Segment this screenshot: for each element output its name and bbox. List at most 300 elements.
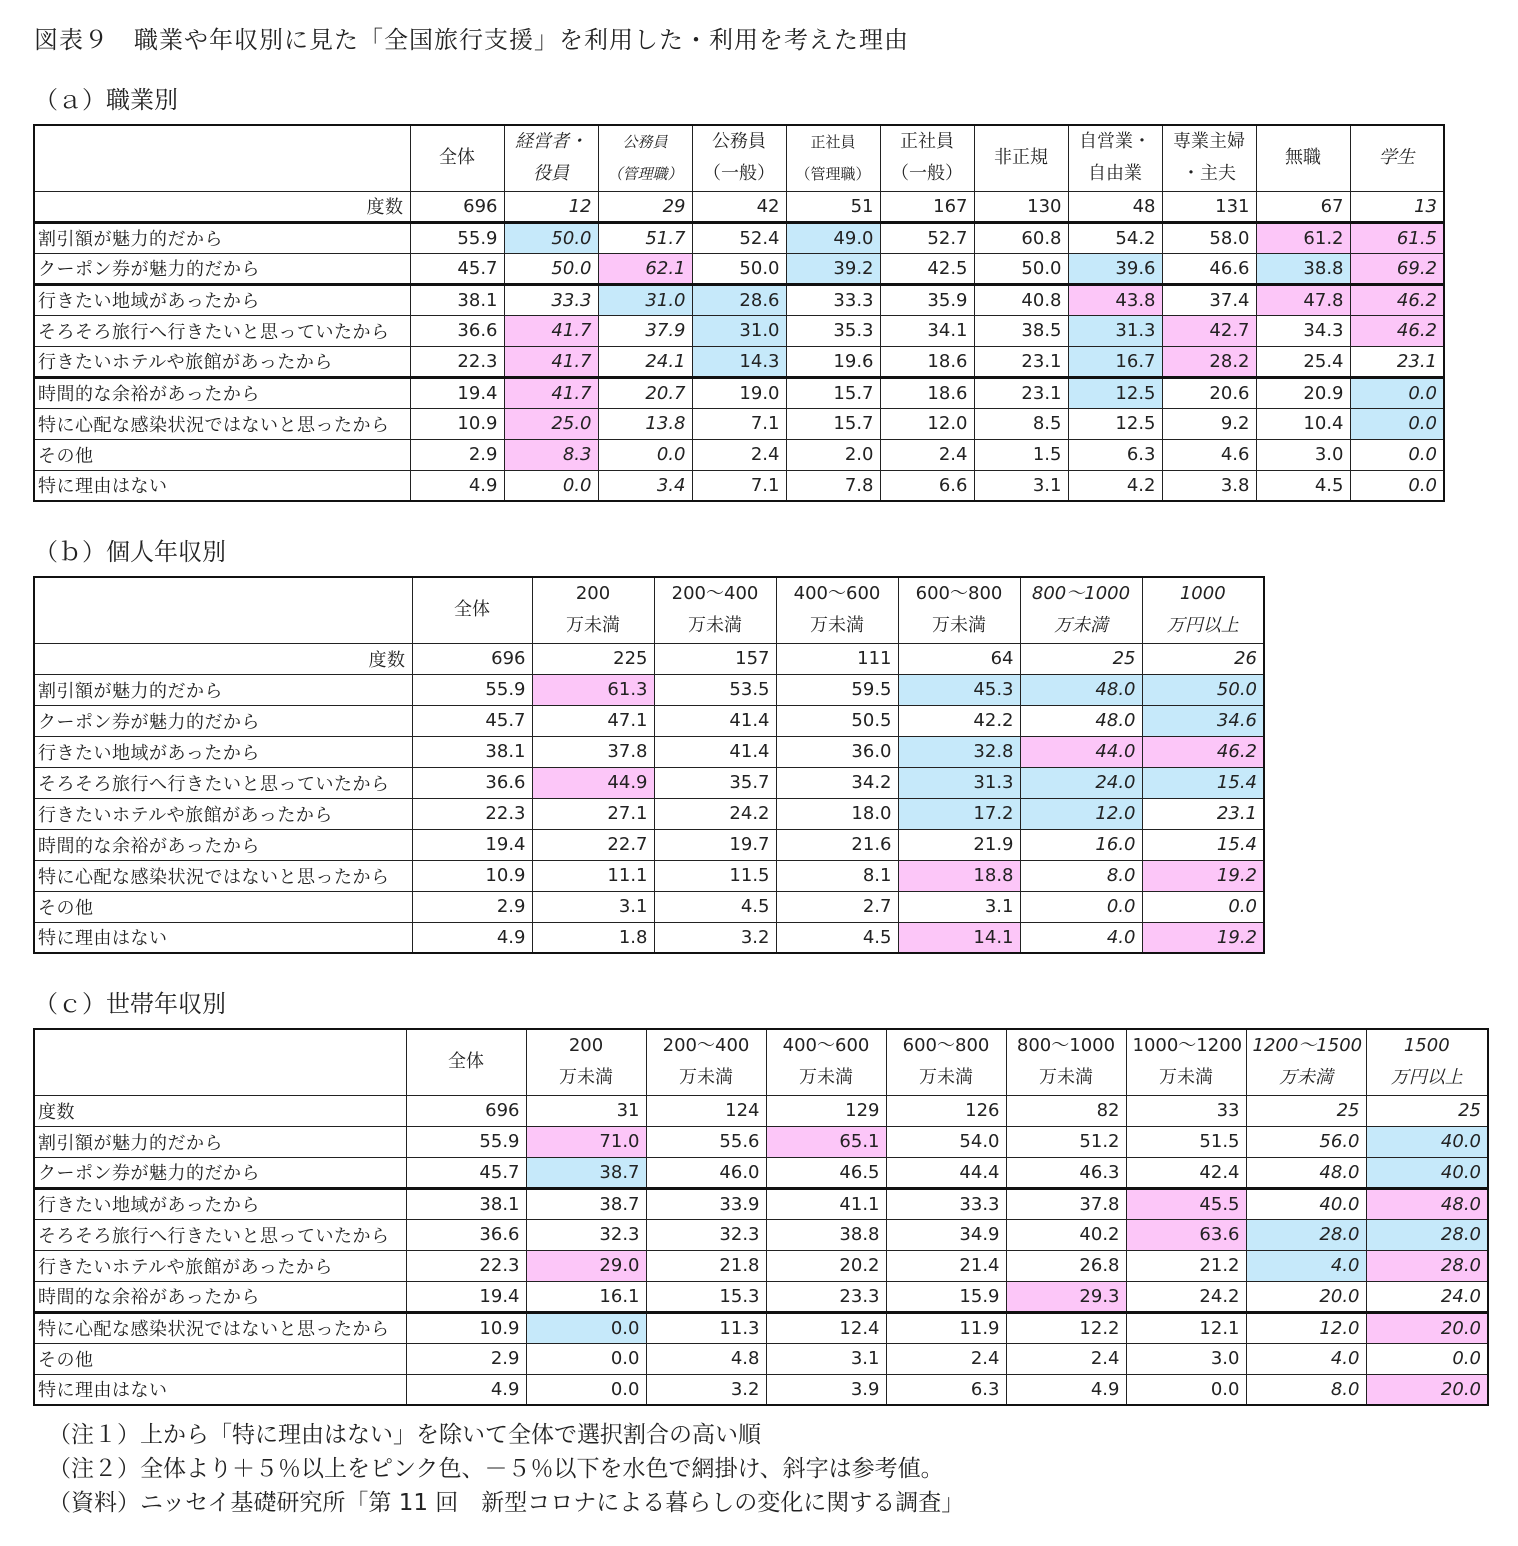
row-label: クーポン券が魅力的だから [34, 1157, 406, 1188]
table-cell: 54.0 [886, 1126, 1006, 1157]
table-cell: 2.7 [776, 891, 898, 922]
table-cell: 36.6 [410, 315, 504, 346]
table-cell: 40.2 [1006, 1219, 1126, 1250]
table-cell: 35.7 [654, 767, 776, 798]
table-cell: 24.0 [1366, 1281, 1488, 1312]
table-cell: 15.3 [646, 1281, 766, 1312]
column-header [786, 125, 880, 191]
column-header [1068, 125, 1162, 191]
table-cell: 48.0 [1246, 1157, 1366, 1188]
row-label: その他 [34, 439, 410, 470]
row-label: 行きたい地域があったから [34, 1188, 406, 1219]
table-cell: 25 [1246, 1095, 1366, 1126]
table-cell: 4.2 [1068, 470, 1162, 501]
column-header-line: 200 [568, 1035, 604, 1057]
table-cell: 82 [1006, 1095, 1126, 1126]
row-label: 特に理由はない [34, 922, 412, 953]
table-cell: 41.7 [504, 377, 598, 408]
table-cell: 21.4 [886, 1250, 1006, 1281]
table-cell: 4.9 [406, 1374, 526, 1405]
note-2: （注２）全体より＋５％以上をピンク色、－５％以下を水色で網掛け、斜字は参考値。 [48, 1456, 944, 1482]
figure-title: 図表９ 職業や年収別に見た「全国旅行支援」を利用した・利用を考えた理由 [34, 26, 909, 54]
table-cell: 2.4 [886, 1343, 1006, 1374]
table-cell: 7.1 [692, 408, 786, 439]
table-cell: 28.0 [1366, 1250, 1488, 1281]
table-row [34, 767, 1264, 798]
table-cell: 46.2 [1350, 284, 1444, 315]
column-header-line: 200～400 [671, 583, 759, 605]
column-header-line: 全体 [448, 1051, 484, 1073]
table-personal-income [33, 576, 1265, 954]
table-cell: 12.0 [1020, 798, 1142, 829]
row-label: その他 [34, 1343, 406, 1374]
row-label: 行きたいホテルや旅館があったから [34, 798, 412, 829]
table-cell: 15.4 [1142, 829, 1264, 860]
column-header [1006, 1029, 1126, 1095]
section-title-personal-income: （ｂ）個人年収別 [34, 538, 226, 566]
column-header-line: 1500 [1403, 1035, 1450, 1057]
table-cell: 48.0 [1366, 1188, 1488, 1219]
table-cell: 4.9 [410, 470, 504, 501]
table-cell: 42.2 [898, 705, 1020, 736]
row-label: クーポン券が魅力的だから [34, 253, 410, 284]
table-cell: 51.5 [1126, 1126, 1246, 1157]
column-header-line: 万未満 [1159, 1067, 1213, 1089]
table-cell: 15.7 [786, 377, 880, 408]
table-cell: 19.6 [786, 346, 880, 377]
table-cell: 16.7 [1068, 346, 1162, 377]
table-cell: 38.8 [1256, 253, 1350, 284]
column-header-line: 非正規 [994, 147, 1048, 169]
table-cell: 28.0 [1246, 1219, 1366, 1250]
column-header [412, 577, 532, 643]
table-cell: 22.7 [532, 829, 654, 860]
table-cell: 50.0 [504, 253, 598, 284]
column-header [766, 1029, 886, 1095]
row-label: クーポン券が魅力的だから [34, 705, 412, 736]
table-cell: 34.9 [886, 1219, 1006, 1250]
column-header-line: 万未満 [679, 1067, 733, 1089]
table-cell: 2.4 [692, 439, 786, 470]
table-cell: 3.1 [766, 1343, 886, 1374]
table-cell: 10.9 [410, 408, 504, 439]
column-header-line: 公務員 [622, 133, 668, 152]
notes [48, 1418, 964, 1520]
table-cell: 18.6 [880, 346, 974, 377]
column-header-line: 万未満 [1054, 615, 1108, 637]
table-cell: 60.8 [974, 222, 1068, 253]
table-cell: 42.4 [1126, 1157, 1246, 1188]
row-label: 時間的な余裕があったから [34, 1281, 406, 1312]
row-label: 行きたい地域があったから [34, 736, 412, 767]
table-cell: 43.8 [1068, 284, 1162, 315]
table-cell: 31.0 [598, 284, 692, 315]
table-cell: 38.1 [406, 1188, 526, 1219]
table-cell: 11.3 [646, 1312, 766, 1343]
table-cell: 6.6 [880, 470, 974, 501]
table-cell: 28.2 [1162, 346, 1256, 377]
table-cell: 20.0 [1366, 1374, 1488, 1405]
table-cell: 4.0 [1246, 1250, 1366, 1281]
table-row [34, 1250, 1488, 1281]
column-header [504, 125, 598, 191]
table-occupation [33, 124, 1445, 502]
column-header-line: 自営業・ [1079, 131, 1151, 153]
table-cell: 4.9 [412, 922, 532, 953]
table-cell: 4.0 [1020, 922, 1142, 953]
table-cell: 33.3 [886, 1188, 1006, 1219]
header-row [34, 125, 1444, 191]
table-row [34, 346, 1444, 377]
column-header-line: 正社員 [810, 133, 856, 152]
column-header-line: 万未満 [1039, 1067, 1093, 1089]
table-row [34, 891, 1264, 922]
table-cell: 157 [654, 643, 776, 674]
table-row [34, 829, 1264, 860]
row-label: 度数 [34, 643, 412, 674]
column-header [532, 577, 654, 643]
table-cell: 51.2 [1006, 1126, 1126, 1157]
table-cell: 49.0 [786, 222, 880, 253]
column-header-line: 万未満 [919, 1067, 973, 1089]
table-row [34, 1374, 1488, 1405]
table-cell: 4.5 [1256, 470, 1350, 501]
column-header-line: （管理職） [607, 165, 683, 184]
table-cell: 62.1 [598, 253, 692, 284]
table-cell: 61.2 [1256, 222, 1350, 253]
table-cell: 12.0 [1246, 1312, 1366, 1343]
table-row [34, 674, 1264, 705]
column-header [1162, 125, 1256, 191]
row-label: 時間的な余裕があったから [34, 377, 410, 408]
table-cell: 25 [1020, 643, 1142, 674]
row-label: 特に心配な感染状況ではないと思ったから [34, 1312, 406, 1343]
table-cell: 24.2 [1126, 1281, 1246, 1312]
table-cell: 3.9 [766, 1374, 886, 1405]
column-header-line: （一般） [891, 163, 963, 185]
table-cell: 3.0 [1126, 1343, 1246, 1374]
table-row [34, 1095, 1488, 1126]
column-header-line: 万未満 [1279, 1067, 1333, 1089]
row-label: 特に理由はない [34, 1374, 406, 1405]
row-label: 割引額が魅力的だから [34, 1126, 406, 1157]
table-cell: 0.0 [1350, 377, 1444, 408]
table-cell: 225 [532, 643, 654, 674]
table-household-income [33, 1028, 1489, 1406]
table-cell: 29.3 [1006, 1281, 1126, 1312]
row-label: 度数 [34, 1095, 406, 1126]
column-header-line: 1000～1200 [1132, 1035, 1243, 1057]
column-header-line: 経営者・ [515, 131, 587, 153]
column-header-line: 公務員 [712, 131, 766, 153]
column-header [776, 577, 898, 643]
table-cell: 34.1 [880, 315, 974, 346]
table-cell: 15.7 [786, 408, 880, 439]
table-cell: 129 [766, 1095, 886, 1126]
column-header [1142, 577, 1264, 643]
table-cell: 33.3 [786, 284, 880, 315]
column-header [526, 1029, 646, 1095]
row-label: 割引額が魅力的だから [34, 222, 410, 253]
table-cell: 2.9 [406, 1343, 526, 1374]
table-cell: 25.0 [504, 408, 598, 439]
header-corner [34, 125, 410, 191]
table-cell: 41.4 [654, 736, 776, 767]
table-cell: 38.5 [974, 315, 1068, 346]
column-header-line: 全体 [454, 599, 490, 621]
row-label: そろそろ旅行へ行きたいと思っていたから [34, 315, 410, 346]
table-cell: 3.1 [974, 470, 1068, 501]
table-cell: 46.5 [766, 1157, 886, 1188]
table-cell: 48.0 [1020, 674, 1142, 705]
table-cell: 50.0 [504, 222, 598, 253]
table-cell: 44.9 [532, 767, 654, 798]
table-cell: 20.9 [1256, 377, 1350, 408]
table-cell: 38.1 [410, 284, 504, 315]
table-cell: 52.4 [692, 222, 786, 253]
table-cell: 29 [598, 191, 692, 222]
table-cell: 8.1 [776, 860, 898, 891]
column-header [880, 125, 974, 191]
table-cell: 28.6 [692, 284, 786, 315]
table-cell: 20.6 [1162, 377, 1256, 408]
column-header-line: （管理職） [795, 165, 871, 184]
column-header [1246, 1029, 1366, 1095]
column-header-line: 正社員 [900, 131, 954, 153]
table-cell: 37.8 [1006, 1188, 1126, 1219]
column-header [410, 125, 504, 191]
table-cell: 28.0 [1366, 1219, 1488, 1250]
column-header [898, 577, 1020, 643]
table-row [34, 1312, 1488, 1343]
table-cell: 44.0 [1020, 736, 1142, 767]
column-header-line: 全体 [439, 147, 475, 169]
table-cell: 50.0 [1142, 674, 1264, 705]
table-row [34, 439, 1444, 470]
table-cell: 4.5 [654, 891, 776, 922]
row-label: 特に心配な感染状況ではないと思ったから [34, 408, 410, 439]
column-header [974, 125, 1068, 191]
table-cell: 0.0 [526, 1343, 646, 1374]
table-row [34, 470, 1444, 501]
table-cell: 52.7 [880, 222, 974, 253]
table-cell: 19.0 [692, 377, 786, 408]
table-cell: 21.2 [1126, 1250, 1246, 1281]
table-cell: 21.8 [646, 1250, 766, 1281]
column-header-line: 400～600 [782, 1035, 870, 1057]
header-row [34, 1029, 1488, 1095]
table-cell: 696 [406, 1095, 526, 1126]
table-cell: 55.9 [412, 674, 532, 705]
table-cell: 38.7 [526, 1188, 646, 1219]
table-cell: 22.3 [406, 1250, 526, 1281]
table-cell: 23.1 [1142, 798, 1264, 829]
table-cell: 4.8 [646, 1343, 766, 1374]
column-header [886, 1029, 1006, 1095]
table-row [34, 1219, 1488, 1250]
column-header-line: 万未満 [566, 615, 620, 637]
table-row [34, 253, 1444, 284]
table-cell: 41.4 [654, 705, 776, 736]
table-cell: 25.4 [1256, 346, 1350, 377]
column-header-line: 万円以上 [1166, 615, 1239, 637]
table-cell: 21.9 [898, 829, 1020, 860]
column-header [1256, 125, 1350, 191]
table-cell: 19.7 [654, 829, 776, 860]
table-row [34, 1343, 1488, 1374]
table-cell: 15.9 [886, 1281, 1006, 1312]
table-cell: 46.0 [646, 1157, 766, 1188]
table-cell: 12.4 [766, 1312, 886, 1343]
row-label: 行きたいホテルや旅館があったから [34, 1250, 406, 1281]
table-cell: 2.0 [786, 439, 880, 470]
table-cell: 12.0 [880, 408, 974, 439]
table-cell: 32.8 [898, 736, 1020, 767]
table-cell: 17.2 [898, 798, 1020, 829]
table-cell: 41.1 [766, 1188, 886, 1219]
table-cell: 38.8 [766, 1219, 886, 1250]
table-row [34, 922, 1264, 953]
table-cell: 0.0 [1350, 470, 1444, 501]
column-header [1126, 1029, 1246, 1095]
table-cell: 39.6 [1068, 253, 1162, 284]
column-header [654, 577, 776, 643]
table-cell: 18.6 [880, 377, 974, 408]
table-cell: 13 [1350, 191, 1444, 222]
column-header-line: 無職 [1285, 147, 1321, 169]
row-label: 割引額が魅力的だから [34, 674, 412, 705]
table-cell: 0.0 [1350, 408, 1444, 439]
table-cell: 55.9 [410, 222, 504, 253]
table-cell: 56.0 [1246, 1126, 1366, 1157]
header-corner [34, 577, 412, 643]
table-cell: 47.1 [532, 705, 654, 736]
table-cell: 1.5 [974, 439, 1068, 470]
table-cell: 14.3 [692, 346, 786, 377]
column-header-line: 万円以上 [1390, 1067, 1463, 1089]
table-cell: 34.6 [1142, 705, 1264, 736]
table-cell: 55.6 [646, 1126, 766, 1157]
table-cell: 26.8 [1006, 1250, 1126, 1281]
table-cell: 24.2 [654, 798, 776, 829]
table-cell: 46.2 [1350, 315, 1444, 346]
table-cell: 40.0 [1366, 1126, 1488, 1157]
table-row [34, 377, 1444, 408]
table-cell: 12.5 [1068, 377, 1162, 408]
table-row [34, 798, 1264, 829]
table-cell: 48 [1068, 191, 1162, 222]
column-header [406, 1029, 526, 1095]
table-cell: 2.4 [1006, 1343, 1126, 1374]
table-cell: 2.4 [880, 439, 974, 470]
table-cell: 8.5 [974, 408, 1068, 439]
table-cell: 23.1 [974, 377, 1068, 408]
table-row [34, 1281, 1488, 1312]
table-cell: 4.0 [1246, 1343, 1366, 1374]
table-row [34, 1126, 1488, 1157]
table-cell: 4.9 [1006, 1374, 1126, 1405]
table-row [34, 736, 1264, 767]
section-title-occupation: （ａ）職業別 [34, 86, 178, 114]
row-label: 行きたいホテルや旅館があったから [34, 346, 410, 377]
table-cell: 11.9 [886, 1312, 1006, 1343]
column-header [646, 1029, 766, 1095]
table-cell: 38.7 [526, 1157, 646, 1188]
column-header-line: 1200～1500 [1252, 1035, 1363, 1057]
table-cell: 15.4 [1142, 767, 1264, 798]
column-header-line: 自由業 [1088, 163, 1142, 185]
table-cell: 0.0 [1366, 1343, 1488, 1374]
table-cell: 31.3 [898, 767, 1020, 798]
column-header-line: ・主夫 [1182, 163, 1236, 185]
table-cell: 131 [1162, 191, 1256, 222]
column-header [692, 125, 786, 191]
table-cell: 23.3 [766, 1281, 886, 1312]
column-header-line: （一般） [703, 163, 775, 185]
table-cell: 3.1 [898, 891, 1020, 922]
table-cell: 26 [1142, 643, 1264, 674]
note-1: （注１）上から「特に理由はない」を除いて全体で選択割合の高い順 [48, 1422, 761, 1448]
column-header-line: 200 [575, 583, 611, 605]
table-cell: 18.8 [898, 860, 1020, 891]
table-cell: 50.0 [974, 253, 1068, 284]
table-cell: 3.0 [1256, 439, 1350, 470]
table-cell: 3.2 [654, 922, 776, 953]
table-cell: 63.6 [1126, 1219, 1246, 1250]
table-cell: 19.4 [410, 377, 504, 408]
column-header [598, 125, 692, 191]
row-label: そろそろ旅行へ行きたいと思っていたから [34, 1219, 406, 1250]
table-cell: 67 [1256, 191, 1350, 222]
table-cell: 55.9 [406, 1126, 526, 1157]
table-cell: 46.2 [1142, 736, 1264, 767]
table-cell: 20.0 [1366, 1312, 1488, 1343]
table-cell: 64 [898, 643, 1020, 674]
table-cell: 37.4 [1162, 284, 1256, 315]
table-row [34, 1188, 1488, 1219]
column-header-line: 800～1000 [1016, 1035, 1116, 1057]
table-cell: 59.5 [776, 674, 898, 705]
row-label: そろそろ旅行へ行きたいと思っていたから [34, 767, 412, 798]
table-cell: 37.9 [598, 315, 692, 346]
column-header-line: 学生 [1378, 147, 1415, 169]
table-cell: 40.0 [1246, 1188, 1366, 1219]
column-header-line: 400～600 [793, 583, 881, 605]
table-cell: 41.7 [504, 315, 598, 346]
table-cell: 12.1 [1126, 1312, 1246, 1343]
table-cell: 20.7 [598, 377, 692, 408]
table-cell: 40.8 [974, 284, 1068, 315]
column-header-line: 万未満 [810, 615, 864, 637]
table-cell: 0.0 [598, 439, 692, 470]
table-cell: 54.2 [1068, 222, 1162, 253]
table-cell: 44.4 [886, 1157, 1006, 1188]
table-cell: 45.7 [410, 253, 504, 284]
column-header-line: 万未満 [559, 1067, 613, 1089]
table-cell: 46.6 [1162, 253, 1256, 284]
table-cell: 9.2 [1162, 408, 1256, 439]
table-cell: 39.2 [786, 253, 880, 284]
table-cell: 34.2 [776, 767, 898, 798]
column-header-line: 万未満 [799, 1067, 853, 1089]
table-row [34, 860, 1264, 891]
table-cell: 27.1 [532, 798, 654, 829]
table-cell: 33.3 [504, 284, 598, 315]
table-cell: 126 [886, 1095, 1006, 1126]
table-cell: 10.9 [412, 860, 532, 891]
table-cell: 42 [692, 191, 786, 222]
table-cell: 45.7 [412, 705, 532, 736]
